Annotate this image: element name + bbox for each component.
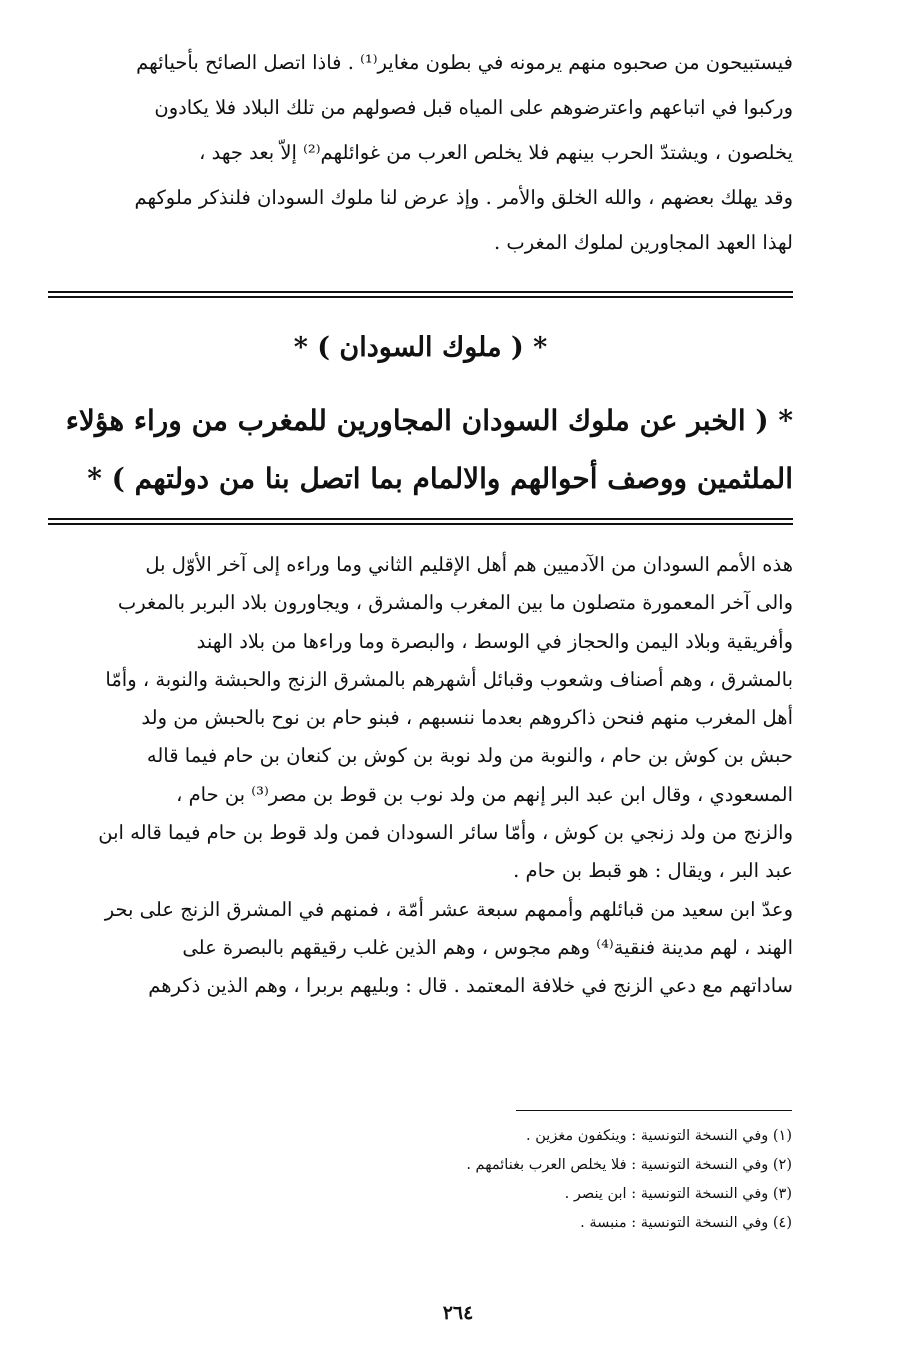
text-line: لهذا العهد المجاورين لملوك المغرب . bbox=[493, 231, 793, 254]
text-line: يخلصون ، ويشتدّ الحرب بينهم فلا يخلص العرب من غوائلهم⁽²⁾ إلاّ بعد جهد ، bbox=[199, 141, 793, 164]
section-title: * ( ملوك السودان ) * bbox=[293, 332, 548, 363]
text-line: المسعودي ، وقال ابن عبد البر إنهم من ولد نوب بن قوط بن مصر⁽³⁾ بن حام ، bbox=[176, 782, 793, 806]
chapter-title bbox=[48, 392, 793, 508]
footnote: (٣) وفي النسخة التونسية : ابن ينصر . bbox=[564, 1186, 792, 1202]
text-line: والى آخر المعمورة متصلون ما بين المغرب والمشرق ، ويجاورون بلاد البربر بالمغرب bbox=[117, 591, 793, 615]
page-number: ٢٦٤ bbox=[442, 1302, 474, 1324]
text-line: حبش بن كوش بن حام ، والنوبة من ولد نوبة بن كوش بن كنعان بن حام فيما قاله bbox=[146, 744, 793, 768]
text-line: فيستبيحون من صحبوه منهم يرمونه في بطون مغاير⁽¹⁾ . فاذا اتصل الصائح بأحيائهم bbox=[136, 51, 793, 74]
footnote-separator bbox=[516, 1110, 792, 1111]
section-divider-top bbox=[48, 291, 793, 298]
text-line: ساداتهم مع دعي الزنج في خلافة المعتمد . قال : وبليهم بربرا ، وهم الذين ذكرهم bbox=[148, 974, 793, 998]
footnote: (٤) وفي النسخة التونسية : منبسة . bbox=[580, 1215, 792, 1231]
footnotes bbox=[300, 1122, 792, 1238]
section-divider-bottom bbox=[48, 518, 793, 525]
text-line: وركبوا في اتباعهم واعترضوهم على المياه قبل فصولهم من تلك البلاد فلا يكادون bbox=[154, 96, 793, 119]
text-line: وعدّ ابن سعيد من قبائلهم وأممهم سبعة عشر أمّة ، فمنهم في المشرق الزنج على بحر bbox=[104, 897, 793, 921]
text-line: أهل المغرب منهم فنحن ذاكروهم بعدما ننسبهم ، فبنو حام بن نوح بالحبش من ولد bbox=[141, 706, 793, 730]
text-line: وقد يهلك بعضهم ، والله الخلق والأمر . وإذ عرض لنا ملوك السودان فلنذكر ملوكهم bbox=[134, 186, 793, 209]
footnote: (١) وفي النسخة التونسية : وينكفون مغزين . bbox=[526, 1128, 792, 1144]
top-paragraph bbox=[48, 40, 793, 265]
chapter-title-line: الملثمين ووصف أحوالهم والالمام بما اتصل بنا من دولتهم ) * bbox=[87, 462, 793, 495]
text-line: والزنج من ولد زنجي بن كوش ، وأمّا سائر السودان فمن ولد قوط بن حام فيما قاله ابن bbox=[98, 821, 793, 845]
text-line: عبد البر ، ويقال : هو قبط بن حام . bbox=[513, 859, 793, 883]
chapter-title-line: * ( الخبر عن ملوك السودان المجاورين للمغرب من وراء هؤلاء bbox=[65, 404, 793, 437]
text-line: الهند ، لهم مدينة فنقية⁽⁴⁾ وهم مجوس ، وهم الذين غلب رقيقهم بالبصرة على bbox=[182, 935, 793, 959]
text-line: وأفريقية وبلاد اليمن والحجاز في الوسط ، والبصرة وما وراءها من بلاد الهند bbox=[196, 629, 793, 653]
text-line: بالمشرق ، وهم أصناف وشعوب وقبائل أشهرهم بالمشرق الزنج والحبشة والنوبة ، وأمّا bbox=[105, 667, 793, 691]
text-line: هذه الأمم السودان من الآدميين هم أهل الإقليم الثاني وما وراءه إلى آخر الأوّل بل bbox=[145, 553, 793, 576]
body-text bbox=[48, 546, 793, 1006]
footnote: (٢) وفي النسخة التونسية : فلا يخلص العرب بغنائمهم . bbox=[466, 1157, 792, 1173]
